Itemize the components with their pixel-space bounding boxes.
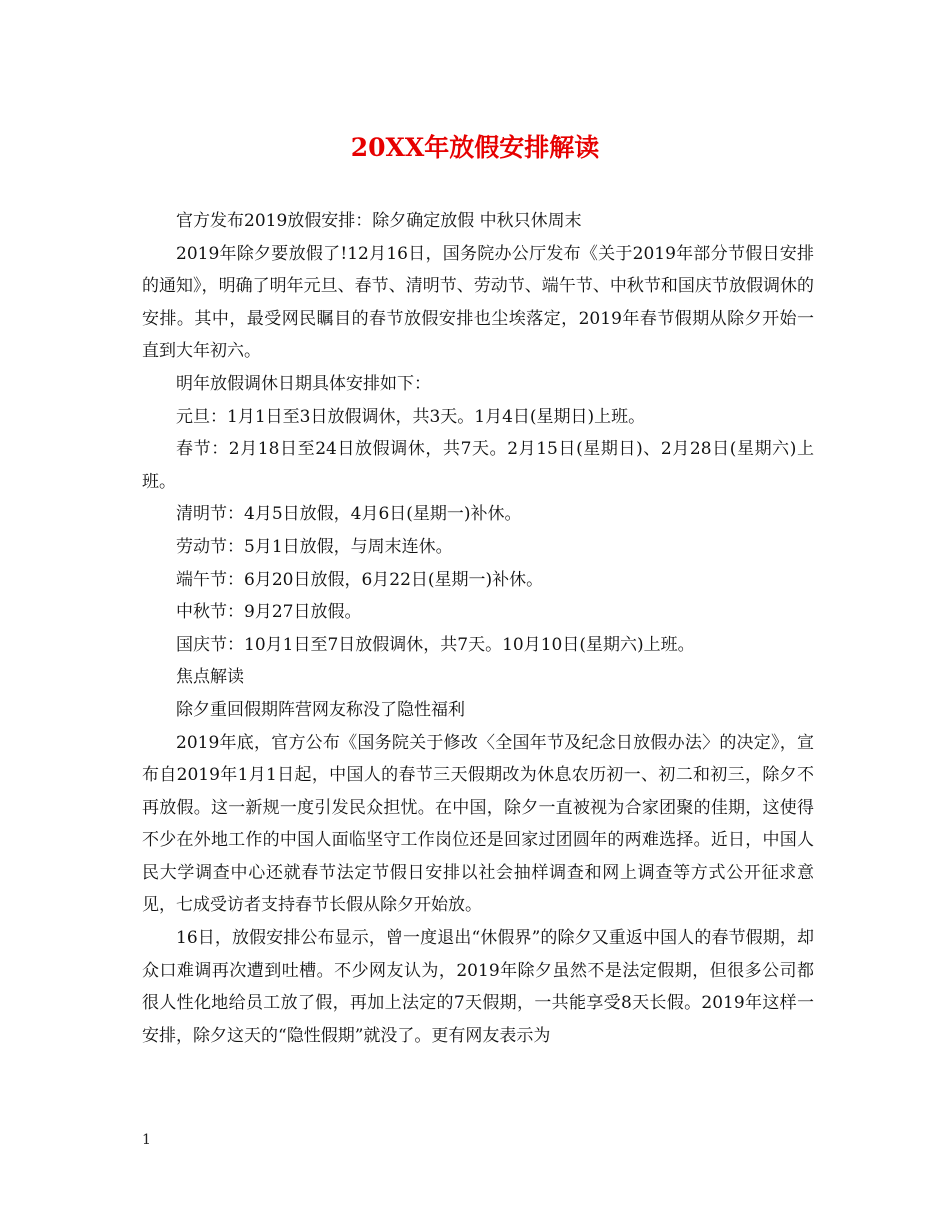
- paragraph-focus-heading: 焦点解读: [176, 667, 244, 688]
- paragraph-qingming: 清明节：4月5日放假，4月6日(星期一)补休。: [176, 504, 522, 525]
- paragraph-reaction: 16日，放假安排公布显示，曾一度退出“休假界”的除夕又重返中国人的春节假期，却众口难调再次遭到吐槽。不少网友认为，2019年除夕虽然不是法定假期，但很多公司都很人性化地给员工放了假，再加上法定的7天假期，一共能享受8天长假。2019年这样一安排，除夕这天的“隐性假期”就没了。更有网友表示为: [142, 928, 814, 1046]
- paragraph-headline: 官方发布2019放假安排：除夕确定放假 中秋只休周末: [176, 211, 582, 231]
- paragraph-subheading: 除夕重回假期阵营网友称没了隐性福利: [176, 699, 465, 720]
- document-body: [142, 205, 814, 1052]
- paragraph-labor-day: 劳动节：5月1日放假，与周末连休。: [176, 536, 453, 557]
- paragraph-national-day: 国庆节：10月1日至7日放假调休，共7天。10月10日(星期六)上班。: [176, 634, 695, 655]
- paragraph-spring-festival: 春节：2月18日至24日放假调休，共7天。2月15日(星期日)、2月28日(星期六)上班。: [142, 439, 814, 492]
- paragraph-mid-autumn: 中秋节：9月27日放假。: [176, 602, 362, 623]
- paragraph-intro: 2019年除夕要放假了!12月16日，国务院办公厅发布《关于2019年部分节假日安排的通知》，明确了明年元旦、春节、清明节、劳动节、端午节、中秋节和国庆节放假调休的安排。其中，最受网民瞩目的春节放假安排也尘埃落定，2019年春节假期从除夕开始一直到大年初六。: [142, 243, 814, 362]
- paragraph-dragon-boat: 端午节：6月20日放假，6月22日(星期一)补休。: [176, 569, 544, 590]
- document-title: 20XX年放假安排解读: [350, 133, 600, 162]
- paragraph-schedule-heading: 明年放假调休日期具体安排如下：: [176, 373, 431, 394]
- page-number: 1: [142, 1132, 151, 1148]
- paragraph-new-year: 元旦：1月1日至3日放假调休，共3天。1月4日(星期日)上班。: [176, 406, 646, 427]
- paragraph-background: 2019年底，官方公布《国务院关于修改〈全国年节及纪念日放假办法〉的决定》，宣布自2019年1月1日起，中国人的春节三天假期改为休息农历初一、初二和初三，除夕不再放假。这一新规一度引发民众担忧。在中国，除夕一直被视为合家团聚的佳期，这使得不少在外地工作的中国人面临坚守工作岗位还是回家过团圆年的两难选择。近日，中国人民大学调查中心还就春节法定节假日安排以社会抽样调查和网上调查等方式公开征求意见，七成受访者支持春节长假从除夕开始放。: [142, 732, 814, 916]
